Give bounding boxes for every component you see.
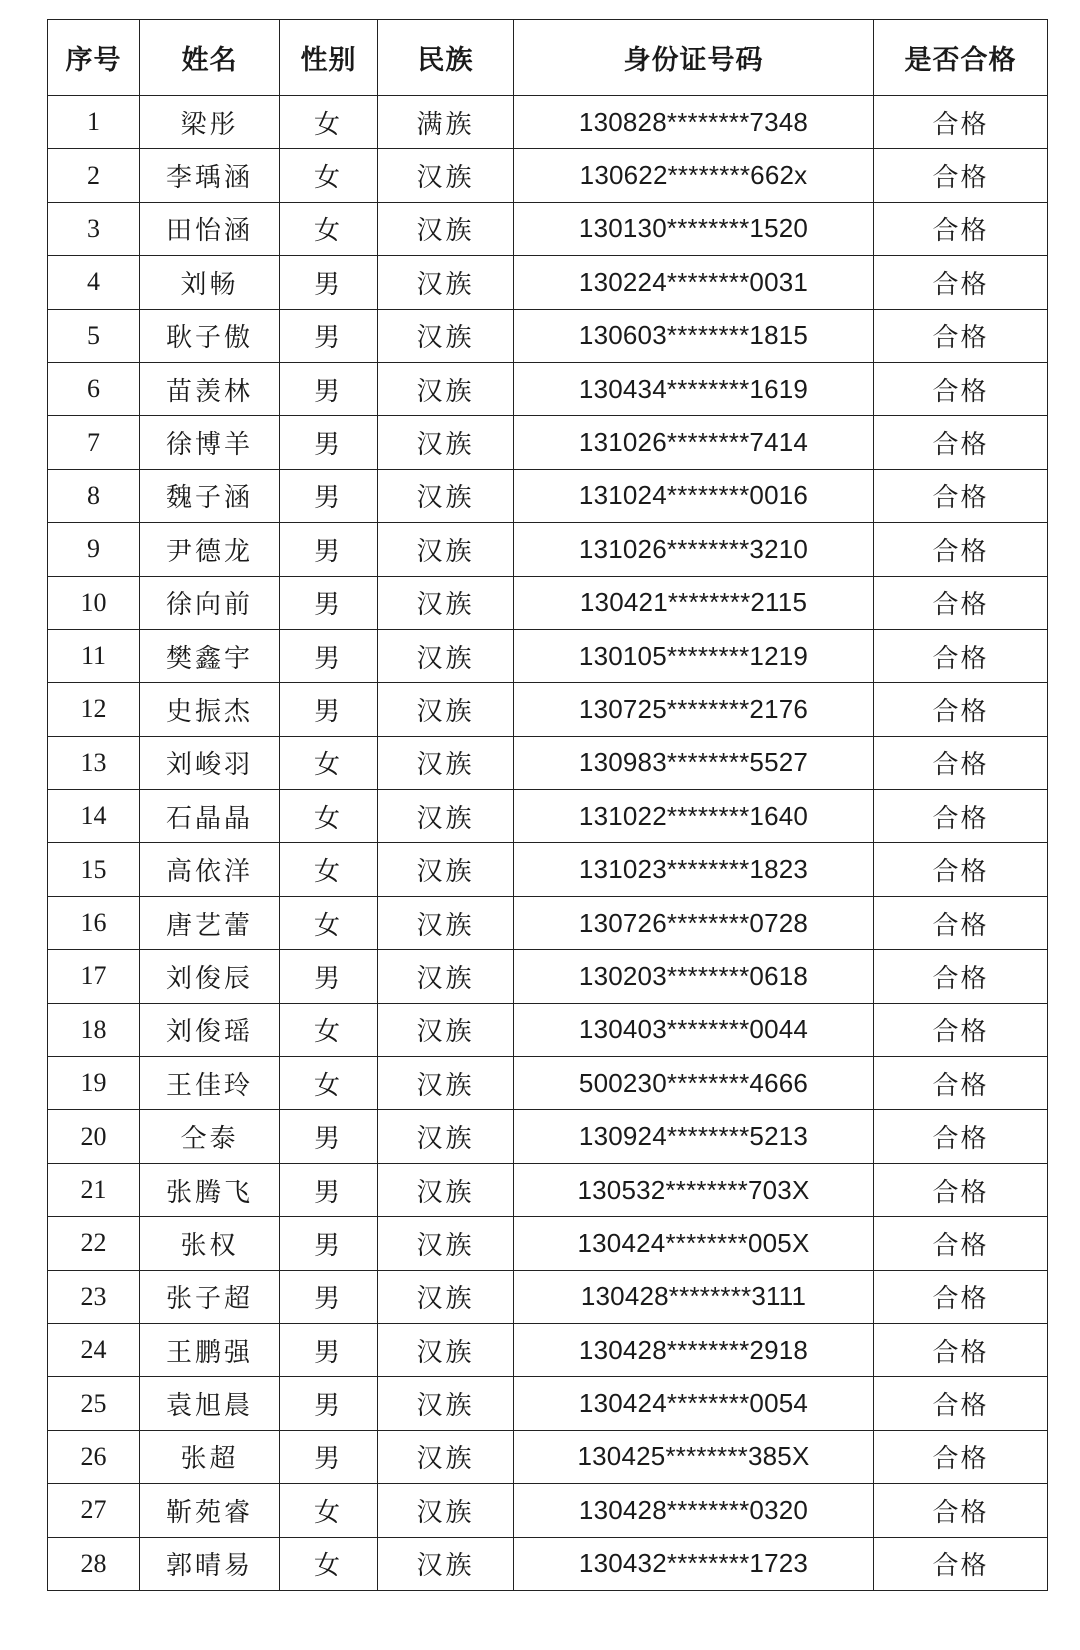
- cell-qualified: 合格: [874, 202, 1048, 255]
- cell-ethnicity: 汉族: [378, 1057, 514, 1110]
- cell-gender: 男: [280, 1270, 378, 1323]
- cell-name: 史振杰: [140, 683, 280, 736]
- cell-id-number: 130428********3111: [514, 1270, 874, 1323]
- table-row: [48, 416, 1048, 469]
- header-id-number: 身份证号码: [514, 20, 874, 96]
- cell-id-number: 130424********0054: [514, 1377, 874, 1430]
- cell-name: 尹德龙: [140, 523, 280, 576]
- cell-id-number: 130434********1619: [514, 362, 874, 415]
- cell-ethnicity: 汉族: [378, 1217, 514, 1270]
- cell-ethnicity: 汉族: [378, 629, 514, 682]
- cell-id-number: 130983********5527: [514, 736, 874, 789]
- table-row: [48, 1110, 1048, 1163]
- table-row: [48, 736, 1048, 789]
- cell-ethnicity: 汉族: [378, 950, 514, 1003]
- cell-gender: 男: [280, 576, 378, 629]
- cell-name: 袁旭晨: [140, 1377, 280, 1430]
- cell-gender: 男: [280, 629, 378, 682]
- cell-ethnicity: 汉族: [378, 149, 514, 202]
- cell-index: 2: [48, 149, 140, 202]
- cell-name: 唐艺蕾: [140, 896, 280, 949]
- cell-gender: 男: [280, 1110, 378, 1163]
- cell-index: 19: [48, 1057, 140, 1110]
- cell-id-number: 130105********1219: [514, 629, 874, 682]
- cell-qualified: 合格: [874, 256, 1048, 309]
- cell-qualified: 合格: [874, 1323, 1048, 1376]
- cell-gender: 女: [280, 790, 378, 843]
- cell-index: 15: [48, 843, 140, 896]
- cell-name: 刘俊辰: [140, 950, 280, 1003]
- cell-id-number: 131023********1823: [514, 843, 874, 896]
- cell-qualified: 合格: [874, 1484, 1048, 1537]
- cell-id-number: 130428********0320: [514, 1484, 874, 1537]
- cell-gender: 男: [280, 1323, 378, 1376]
- cell-id-number: 130725********2176: [514, 683, 874, 736]
- cell-gender: 女: [280, 202, 378, 255]
- cell-qualified: 合格: [874, 96, 1048, 149]
- cell-gender: 女: [280, 736, 378, 789]
- cell-qualified: 合格: [874, 1430, 1048, 1483]
- cell-id-number: 130421********2115: [514, 576, 874, 629]
- cell-qualified: 合格: [874, 1057, 1048, 1110]
- cell-ethnicity: 汉族: [378, 1003, 514, 1056]
- cell-qualified: 合格: [874, 896, 1048, 949]
- cell-index: 18: [48, 1003, 140, 1056]
- cell-name: 刘俊瑶: [140, 1003, 280, 1056]
- table-row: [48, 950, 1048, 1003]
- cell-qualified: 合格: [874, 1217, 1048, 1270]
- cell-id-number: 131024********0016: [514, 469, 874, 522]
- cell-id-number: 130425********385X: [514, 1430, 874, 1483]
- cell-id-number: 130924********5213: [514, 1110, 874, 1163]
- table-row: [48, 1430, 1048, 1483]
- header-ethnicity: 民族: [378, 20, 514, 96]
- cell-ethnicity: 汉族: [378, 523, 514, 576]
- cell-qualified: 合格: [874, 1003, 1048, 1056]
- cell-name: 刘峻羽: [140, 736, 280, 789]
- cell-name: 石晶晶: [140, 790, 280, 843]
- cell-index: 7: [48, 416, 140, 469]
- cell-index: 5: [48, 309, 140, 362]
- cell-ethnicity: 汉族: [378, 256, 514, 309]
- cell-id-number: 130622********662x: [514, 149, 874, 202]
- cell-gender: 女: [280, 1057, 378, 1110]
- cell-id-number: 131026********7414: [514, 416, 874, 469]
- cell-index: 22: [48, 1217, 140, 1270]
- cell-gender: 男: [280, 362, 378, 415]
- table-body: [48, 96, 1048, 1591]
- table-row: [48, 1003, 1048, 1056]
- cell-ethnicity: 汉族: [378, 896, 514, 949]
- table-row: [48, 309, 1048, 362]
- document-page: [47, 19, 1047, 1591]
- cell-gender: 男: [280, 469, 378, 522]
- cell-id-number: 130828********7348: [514, 96, 874, 149]
- cell-qualified: 合格: [874, 1163, 1048, 1216]
- cell-id-number: 130130********1520: [514, 202, 874, 255]
- cell-index: 11: [48, 629, 140, 682]
- cell-qualified: 合格: [874, 1537, 1048, 1590]
- cell-gender: 男: [280, 1377, 378, 1430]
- cell-ethnicity: 汉族: [378, 790, 514, 843]
- table-row: [48, 469, 1048, 522]
- cell-qualified: 合格: [874, 523, 1048, 576]
- cell-id-number: 130603********1815: [514, 309, 874, 362]
- cell-ethnicity: 汉族: [378, 1377, 514, 1430]
- cell-ethnicity: 汉族: [378, 1110, 514, 1163]
- cell-ethnicity: 汉族: [378, 469, 514, 522]
- table-row: [48, 523, 1048, 576]
- cell-ethnicity: 汉族: [378, 309, 514, 362]
- cell-ethnicity: 汉族: [378, 416, 514, 469]
- cell-qualified: 合格: [874, 736, 1048, 789]
- cell-name: 高依洋: [140, 843, 280, 896]
- cell-name: 王鹏强: [140, 1323, 280, 1376]
- cell-index: 14: [48, 790, 140, 843]
- cell-ethnicity: 汉族: [378, 362, 514, 415]
- cell-gender: 男: [280, 1430, 378, 1483]
- cell-index: 21: [48, 1163, 140, 1216]
- cell-ethnicity: 汉族: [378, 1163, 514, 1216]
- table-row: [48, 683, 1048, 736]
- table-row: [48, 1270, 1048, 1323]
- cell-index: 24: [48, 1323, 140, 1376]
- cell-name: 李瑀涵: [140, 149, 280, 202]
- table-row: [48, 96, 1048, 149]
- candidate-table: [47, 19, 1048, 1591]
- table-row: [48, 1323, 1048, 1376]
- cell-name: 徐博羊: [140, 416, 280, 469]
- cell-index: 17: [48, 950, 140, 1003]
- cell-id-number: 130532********703X: [514, 1163, 874, 1216]
- cell-id-number: 130432********1723: [514, 1537, 874, 1590]
- cell-ethnicity: 汉族: [378, 1270, 514, 1323]
- cell-index: 26: [48, 1430, 140, 1483]
- cell-id-number: 130424********005X: [514, 1217, 874, 1270]
- cell-ethnicity: 汉族: [378, 576, 514, 629]
- cell-gender: 男: [280, 950, 378, 1003]
- cell-ethnicity: 汉族: [378, 843, 514, 896]
- table-row: [48, 896, 1048, 949]
- cell-gender: 女: [280, 1003, 378, 1056]
- cell-index: 28: [48, 1537, 140, 1590]
- cell-name: 魏子涵: [140, 469, 280, 522]
- cell-qualified: 合格: [874, 576, 1048, 629]
- cell-ethnicity: 满族: [378, 96, 514, 149]
- table-row: [48, 1484, 1048, 1537]
- cell-name: 樊鑫宇: [140, 629, 280, 682]
- table-row: [48, 1377, 1048, 1430]
- cell-name: 耿子傲: [140, 309, 280, 362]
- cell-gender: 男: [280, 523, 378, 576]
- cell-id-number: 130203********0618: [514, 950, 874, 1003]
- cell-qualified: 合格: [874, 950, 1048, 1003]
- table-row: [48, 629, 1048, 682]
- cell-name: 徐向前: [140, 576, 280, 629]
- cell-gender: 女: [280, 149, 378, 202]
- cell-qualified: 合格: [874, 1110, 1048, 1163]
- cell-gender: 女: [280, 96, 378, 149]
- cell-gender: 男: [280, 309, 378, 362]
- cell-gender: 男: [280, 416, 378, 469]
- table-row: [48, 1163, 1048, 1216]
- table-row: [48, 362, 1048, 415]
- cell-qualified: 合格: [874, 629, 1048, 682]
- cell-index: 23: [48, 1270, 140, 1323]
- cell-name: 王佳玲: [140, 1057, 280, 1110]
- cell-name: 梁彤: [140, 96, 280, 149]
- cell-index: 9: [48, 523, 140, 576]
- cell-gender: 女: [280, 843, 378, 896]
- cell-qualified: 合格: [874, 683, 1048, 736]
- table-row: [48, 843, 1048, 896]
- cell-id-number: 130428********2918: [514, 1323, 874, 1376]
- cell-gender: 男: [280, 1217, 378, 1270]
- header-gender: 性别: [280, 20, 378, 96]
- cell-name: 苗羡林: [140, 362, 280, 415]
- table-header: [48, 20, 1048, 96]
- cell-id-number: 130224********0031: [514, 256, 874, 309]
- cell-index: 13: [48, 736, 140, 789]
- cell-name: 张腾飞: [140, 1163, 280, 1216]
- header-name: 姓名: [140, 20, 280, 96]
- cell-name: 靳苑睿: [140, 1484, 280, 1537]
- cell-name: 田怡涵: [140, 202, 280, 255]
- cell-gender: 女: [280, 1537, 378, 1590]
- cell-id-number: 500230********4666: [514, 1057, 874, 1110]
- cell-qualified: 合格: [874, 790, 1048, 843]
- cell-gender: 女: [280, 896, 378, 949]
- table-row: [48, 256, 1048, 309]
- header-index: 序号: [48, 20, 140, 96]
- cell-name: 张超: [140, 1430, 280, 1483]
- cell-index: 8: [48, 469, 140, 522]
- cell-gender: 男: [280, 683, 378, 736]
- cell-index: 12: [48, 683, 140, 736]
- cell-qualified: 合格: [874, 309, 1048, 362]
- cell-qualified: 合格: [874, 843, 1048, 896]
- cell-index: 10: [48, 576, 140, 629]
- cell-id-number: 131022********1640: [514, 790, 874, 843]
- cell-name: 刘畅: [140, 256, 280, 309]
- table-row: [48, 1537, 1048, 1590]
- cell-gender: 女: [280, 1484, 378, 1537]
- cell-qualified: 合格: [874, 362, 1048, 415]
- cell-qualified: 合格: [874, 416, 1048, 469]
- cell-qualified: 合格: [874, 469, 1048, 522]
- cell-ethnicity: 汉族: [378, 1323, 514, 1376]
- header-row: [48, 20, 1048, 96]
- cell-index: 4: [48, 256, 140, 309]
- cell-qualified: 合格: [874, 1270, 1048, 1323]
- cell-id-number: 131026********3210: [514, 523, 874, 576]
- cell-qualified: 合格: [874, 149, 1048, 202]
- table-row: [48, 149, 1048, 202]
- cell-id-number: 130403********0044: [514, 1003, 874, 1056]
- table-row: [48, 1217, 1048, 1270]
- cell-name: 张子超: [140, 1270, 280, 1323]
- table-row: [48, 202, 1048, 255]
- cell-name: 仝泰: [140, 1110, 280, 1163]
- cell-gender: 男: [280, 256, 378, 309]
- cell-index: 20: [48, 1110, 140, 1163]
- cell-index: 27: [48, 1484, 140, 1537]
- cell-gender: 男: [280, 1163, 378, 1216]
- cell-ethnicity: 汉族: [378, 1484, 514, 1537]
- cell-index: 25: [48, 1377, 140, 1430]
- table-row: [48, 576, 1048, 629]
- cell-index: 6: [48, 362, 140, 415]
- cell-name: 郭晴易: [140, 1537, 280, 1590]
- cell-ethnicity: 汉族: [378, 683, 514, 736]
- cell-index: 16: [48, 896, 140, 949]
- cell-ethnicity: 汉族: [378, 202, 514, 255]
- cell-index: 1: [48, 96, 140, 149]
- header-qualified: 是否合格: [874, 20, 1048, 96]
- cell-id-number: 130726********0728: [514, 896, 874, 949]
- cell-ethnicity: 汉族: [378, 736, 514, 789]
- cell-name: 张权: [140, 1217, 280, 1270]
- cell-ethnicity: 汉族: [378, 1430, 514, 1483]
- cell-ethnicity: 汉族: [378, 1537, 514, 1590]
- cell-index: 3: [48, 202, 140, 255]
- table-row: [48, 1057, 1048, 1110]
- cell-qualified: 合格: [874, 1377, 1048, 1430]
- table-row: [48, 790, 1048, 843]
